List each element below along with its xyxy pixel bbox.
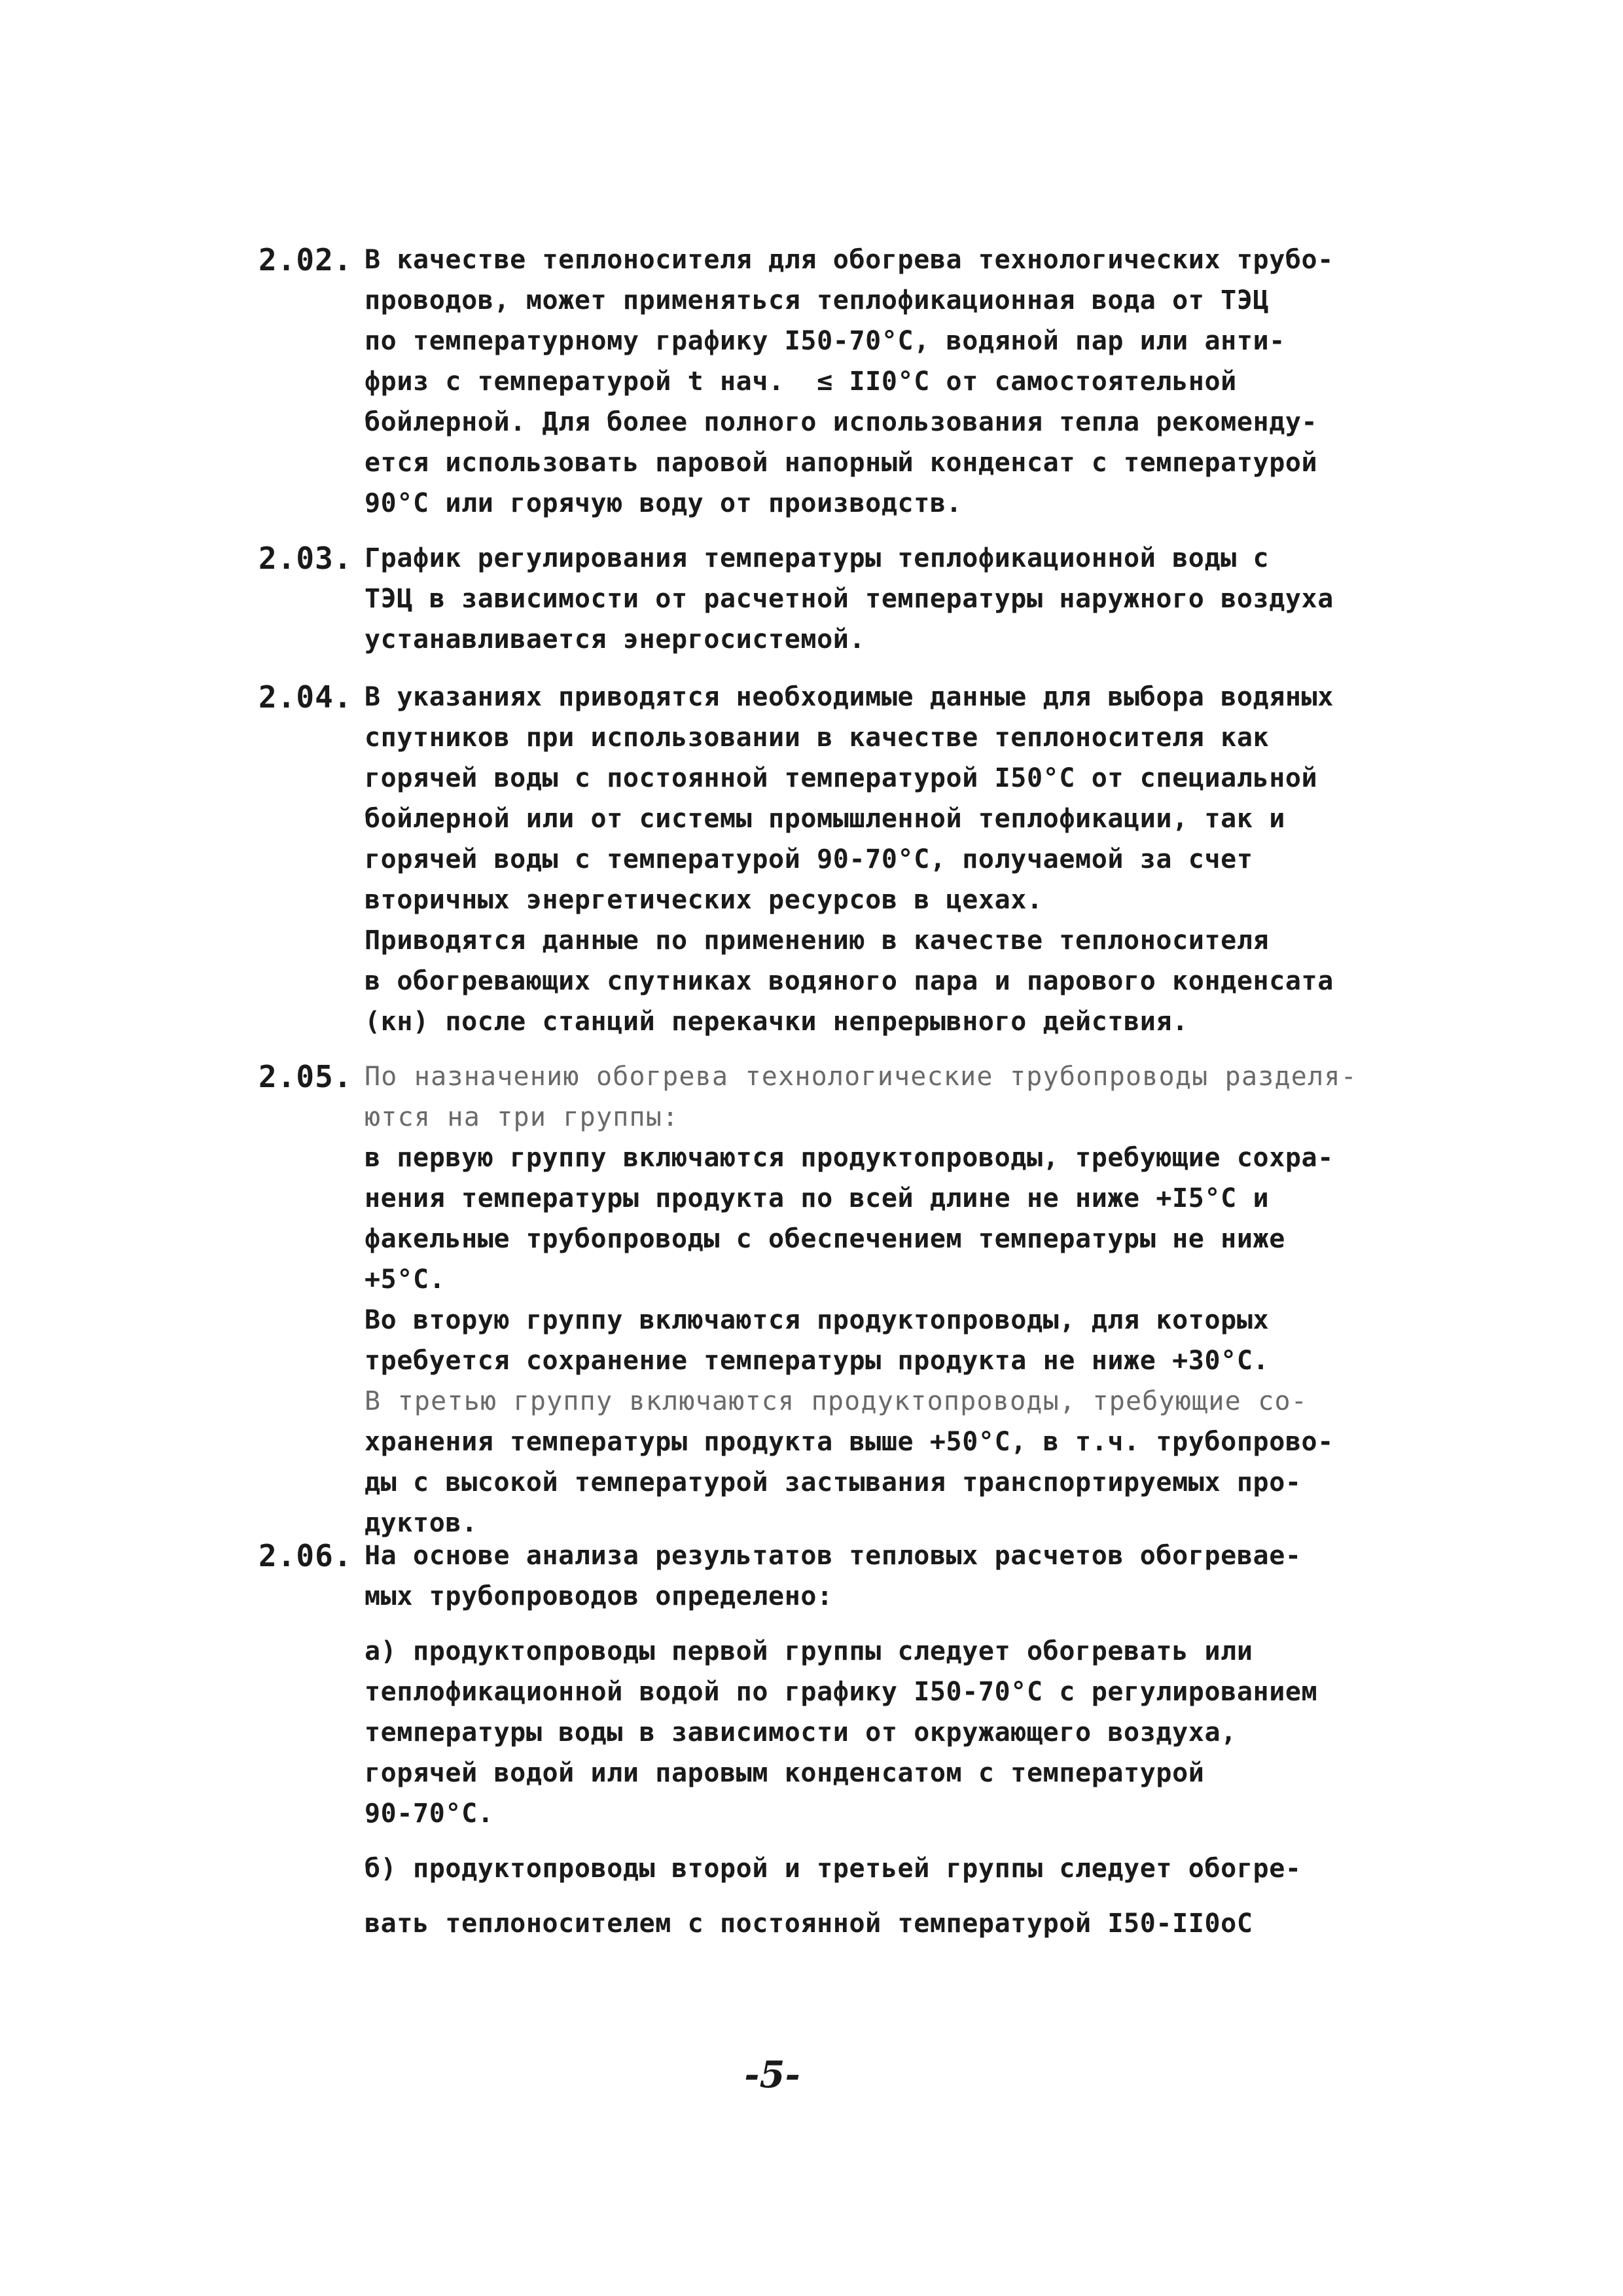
text-line: температуры воды в зависимости от окружающего воздуха, [365, 1717, 1237, 1748]
section-number: 2.02. [259, 242, 353, 278]
text-line: устанавливается энергосистемой. [365, 624, 866, 655]
text-line: мых трубопроводов определено: [365, 1581, 833, 1611]
text-line: По назначению обогрева технологические трубопроводы разделя- [365, 1062, 1357, 1092]
text-line: 90-70°C. [365, 1799, 494, 1829]
text-line: +5°C. [365, 1265, 446, 1295]
text-line: ются на три группы: [365, 1102, 679, 1132]
text-line: хранения температуры продукта выше +50°C, в т.ч. трубопрово- [365, 1427, 1334, 1457]
text-line: теплофикационной водой по графику I50-70°C с регулированием [365, 1677, 1318, 1707]
text-line: по температурному графику I50-70°C, водяной пар или анти- [365, 326, 1285, 356]
text-line: бойлерной. Для более полного использования тепла рекоменду- [365, 407, 1318, 437]
text-line: а) продуктопроводы первой группы следует обогревать или [365, 1636, 1253, 1666]
section-number: 2.03. [259, 541, 353, 576]
text-line: горячей воды с постоянной температурой I50°C от специальной [365, 763, 1318, 793]
section-number: 2.04. [259, 679, 353, 715]
section-body [365, 1056, 1372, 1543]
section-number: 2.05. [259, 1059, 353, 1094]
text-line: бойлерной или от системы промышленной теплофикации, так и [365, 804, 1285, 834]
text-line: ТЭЦ в зависимости от расчетной температуры наружного воздуха [365, 584, 1334, 614]
page-number: -5- [744, 2053, 800, 2096]
text-line: В указаниях приводятся необходимые данные для выбора водяных [365, 682, 1334, 712]
text-line: В третью группу включаются продуктопроводы, требующие со- [365, 1386, 1308, 1416]
text-line: фриз с температурой t нач. ≤ II0°C от самостоятельной [365, 367, 1237, 397]
text-line: Приводятся данные по применению в качестве теплоносителя [365, 925, 1270, 956]
section-body [365, 240, 1372, 524]
text-line: требуется сохранение температуры продукта не ниже +30°C. [365, 1346, 1270, 1376]
section-body [365, 677, 1372, 1042]
text-line: спутников при использовании в качестве теплоносителя как [365, 723, 1270, 753]
section-body [365, 1535, 1372, 1944]
text-line: ется использовать паровой напорный конденсат с температурой [365, 448, 1318, 478]
section-body [365, 538, 1372, 660]
text-line: факельные трубопроводы с обеспечением температуры не ниже [365, 1224, 1285, 1254]
text-line: На основе анализа результатов тепловых расчетов обогревае- [365, 1541, 1302, 1571]
text-line: нения температуры продукта по всей длине не ниже +I5°C и [365, 1183, 1270, 1213]
text-line: проводов, может применяться теплофикационная вода от ТЭЦ [365, 285, 1270, 315]
text-line: График регулирования температуры теплофикационной воды с [365, 543, 1270, 573]
text-line: горячей водой или паровым конденсатом с температурой [365, 1758, 1205, 1788]
text-line: ды с высокой температурой застывания транспортируемых про- [365, 1467, 1302, 1498]
text-line: В качестве теплоносителя для обогрева технологических трубо- [365, 245, 1334, 275]
text-line: вторичных энергетических ресурсов в цехах. [365, 885, 1043, 915]
section-number: 2.06. [259, 1538, 353, 1573]
text-line: в обогревающих спутниках водяного пара и парового конденсата [365, 966, 1334, 996]
text-line: 90°C или горячую воду от производств. [365, 488, 963, 518]
text-line: горячей воды с температурой 90-70°C, получаемой за счет [365, 844, 1253, 874]
text-line: б) продуктопроводы второй и третьей группы следует обогре- [365, 1854, 1302, 1884]
text-line: дуктов. [365, 1508, 478, 1538]
text-line: вать теплоносителем с постоянной температурой I50-II0oC [365, 1909, 1253, 1939]
text-line: в первую группу включаются продуктопроводы, требующие сохра- [365, 1143, 1334, 1173]
text-line: (кн) после станций перекачки непрерывного действия. [365, 1007, 1188, 1037]
text-line: Во вторую группу включаются продуктопроводы, для которых [365, 1305, 1270, 1335]
